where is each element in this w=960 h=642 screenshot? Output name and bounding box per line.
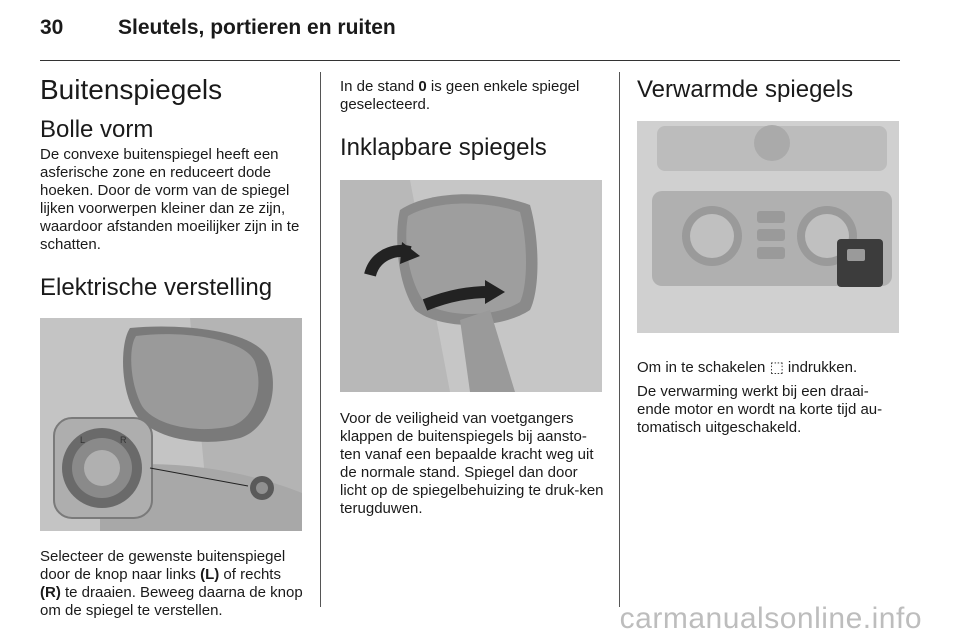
label-r: R — [120, 435, 127, 445]
bolle-vorm-heading: Bolle vorm — [40, 116, 154, 143]
selecteer-text: Selecteer de gewenste buitenspiegel door de knop naar links (L) of rechts (R) te draaien. Beweeg daarna de knop om de spiegel te verstellen. — [40, 548, 303, 619]
watermark: carmanualsonline.info — [619, 602, 922, 635]
verwarmde-heading: Verwarmde spiegels — [637, 76, 854, 103]
heated-mirror-icon: ⬚ — [769, 359, 784, 376]
page-number: 30 — [40, 16, 64, 39]
werking-text: De verwarming werkt bij een draai-ende motor en wordt na korte tijd au-tomatisch uitgeschakeld. — [637, 383, 883, 436]
elektrische-verstelling-heading: Elektrische verstelling — [40, 274, 273, 301]
column-divider-2 — [619, 72, 620, 607]
column-2 — [340, 64, 605, 518]
foldable-mirror-figure — [340, 180, 602, 392]
bolle-vorm-text: De convexe buitenspiegel heeft een asferische zone en reduceert dode hoeken. Door de vorm van de spiegel lijken voorwerpen kleiner dan ze zijn, waardoor afstanden moeilijker zijn in te schatten. — [40, 146, 300, 253]
header-rule — [40, 60, 900, 61]
chapter-title: Sleutels, portieren en ruiten — [118, 16, 396, 39]
schakel-text: Om in te schakelen ⬚ indrukken. — [637, 359, 858, 376]
label-l: L — [80, 435, 86, 445]
column-divider-1 — [320, 72, 321, 607]
mirror-adjust-figure — [40, 318, 302, 531]
inklapbare-heading: Inklapbare spiegels — [340, 134, 547, 161]
column-1 — [40, 64, 305, 620]
inklap-text: Voor de veiligheid van voetgangers klappen de buitenspiegels bij aansto-ten vanaf een bepaalde kracht weg uit de normale stand. Spiegel dan door licht op de spiegelbehuizing te druk-ken terugduwen. — [340, 410, 604, 517]
column-3 — [637, 64, 902, 437]
section-title: Buitenspiegels — [40, 74, 223, 105]
stand-text: In de stand 0 is geen enkele spiegel geselecteerd. — [340, 78, 580, 113]
heated-mirror-figure — [637, 121, 899, 333]
